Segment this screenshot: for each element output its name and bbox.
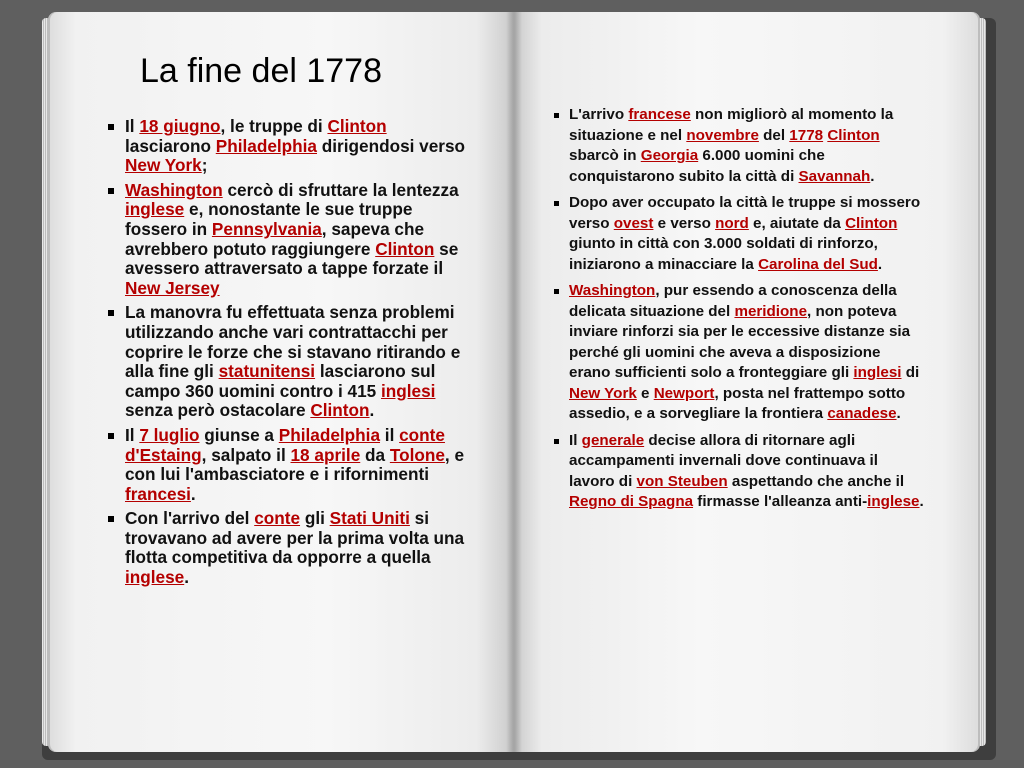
wiki-link[interactable]: Georgia bbox=[640, 147, 699, 164]
left-page bbox=[48, 12, 514, 752]
bullet-text: firmasse l'alleanza anti- bbox=[693, 493, 868, 510]
wiki-link[interactable]: novembre bbox=[686, 126, 759, 144]
wiki-link[interactable]: Clinton bbox=[327, 116, 387, 136]
bullet-item bbox=[106, 303, 476, 421]
bullet-square-icon bbox=[554, 289, 559, 294]
bullet-text: . bbox=[919, 493, 924, 510]
wiki-link[interactable]: Tolone bbox=[389, 444, 445, 465]
bullet-text: Il bbox=[569, 431, 582, 449]
bullet-text: di bbox=[901, 364, 920, 381]
bullet-text: . bbox=[877, 255, 883, 273]
wiki-link[interactable]: Pennsylvania bbox=[211, 218, 322, 239]
wiki-link[interactable]: ovest bbox=[613, 214, 654, 232]
bullet-text: Con l'arrivo del bbox=[125, 508, 255, 529]
bullet-text: lasciarono sul campo 360 uomini contro i 415 bbox=[125, 361, 436, 401]
wiki-link[interactable]: von Steuben bbox=[636, 472, 728, 490]
bullet-square-icon bbox=[554, 201, 559, 206]
right-bullet-list bbox=[552, 105, 924, 519]
right-page bbox=[514, 12, 980, 752]
bullet-text: si trovavano ad avere per la prima volta una flotta competitiva da opporre a quella bbox=[125, 508, 465, 568]
bullet-text: da bbox=[360, 444, 390, 465]
bullet-item bbox=[552, 431, 924, 513]
bullet-text: , le truppe di bbox=[220, 116, 328, 136]
wiki-link[interactable]: inglese bbox=[867, 493, 920, 510]
wiki-link[interactable]: canadese bbox=[827, 405, 897, 422]
bullet-text: gli bbox=[300, 508, 330, 529]
left-bullet-list bbox=[106, 117, 476, 593]
bullet-text: L'arrivo bbox=[569, 106, 629, 123]
bullet-text: , pur essendo a conoscenza della delicata situazione del bbox=[569, 282, 897, 320]
page-edges-right bbox=[980, 18, 986, 746]
wiki-link[interactable]: statunitensi bbox=[218, 361, 316, 382]
bullet-square-icon bbox=[554, 113, 559, 118]
bullet-text: decise allora di ritornare agli accampamenti invernali dove continuava il lavoro di bbox=[569, 431, 878, 490]
wiki-link[interactable]: francese bbox=[628, 106, 691, 123]
bullet-text: dirigendosi verso bbox=[317, 135, 466, 156]
bullet-text: , non poteva inviare rinforzi sia per le eccessive distanze sia perché gli uomini che aveva a disposizione erano sufficienti solo a fronteggiare gli bbox=[569, 302, 911, 381]
bullet-square-icon bbox=[554, 439, 559, 444]
wiki-link[interactable]: Clinton bbox=[375, 238, 435, 259]
wiki-link[interactable]: Washington bbox=[569, 282, 656, 299]
bullet-text: 6.000 uomini che conquistarono subito la città di bbox=[569, 147, 825, 185]
bullet-text: Il bbox=[125, 424, 140, 445]
open-book bbox=[48, 12, 980, 752]
wiki-link[interactable]: conte bbox=[254, 508, 301, 529]
bullet-item bbox=[106, 509, 476, 587]
bullet-item bbox=[552, 281, 924, 425]
bullet-item bbox=[106, 426, 476, 504]
bullet-text: e bbox=[636, 384, 654, 402]
bullet-text: aspettando che anche il bbox=[727, 472, 905, 490]
wiki-link[interactable]: Regno di Spagna bbox=[569, 493, 694, 510]
wiki-link[interactable]: francesi bbox=[125, 483, 191, 504]
wiki-link[interactable]: Stati Uniti bbox=[329, 508, 410, 529]
bullet-text: , sapeva che avrebbero potuto raggiungere bbox=[125, 218, 425, 259]
wiki-link[interactable]: New York bbox=[569, 384, 637, 402]
wiki-link[interactable]: inglese bbox=[125, 199, 185, 220]
wiki-link[interactable]: inglesi bbox=[380, 380, 436, 401]
slide-title: La fine del 1778 bbox=[140, 52, 382, 90]
bullet-item bbox=[106, 181, 476, 299]
wiki-link[interactable]: Washington bbox=[125, 179, 223, 200]
bullet-text: lasciarono bbox=[125, 135, 216, 156]
bullet-text: . bbox=[870, 167, 875, 185]
wiki-link[interactable]: inglese bbox=[125, 567, 185, 588]
wiki-link[interactable]: 18 giugno bbox=[139, 116, 221, 136]
wiki-link[interactable]: Clinton bbox=[845, 214, 898, 232]
bullet-text: e, nonostante le sue truppe fossero in bbox=[125, 199, 413, 239]
wiki-link[interactable]: 7 luglio bbox=[139, 424, 200, 445]
bullet-text: , posta nel frattempo sotto assedio, e a sorvegliare la frontiera bbox=[569, 384, 906, 422]
bullet-text: giunse a bbox=[199, 424, 279, 445]
wiki-link[interactable]: meridione bbox=[734, 302, 808, 320]
bullet-square-icon bbox=[108, 188, 114, 194]
bullet-item bbox=[552, 105, 924, 187]
wiki-link[interactable]: nord bbox=[715, 214, 749, 232]
wiki-link[interactable]: Clinton bbox=[310, 400, 370, 421]
page-edges-left bbox=[42, 18, 48, 746]
bullet-square-icon bbox=[108, 124, 114, 130]
bullet-text: giunto in città con 3.000 soldati di rinforzo, iniziarono a minacciare la bbox=[569, 235, 878, 273]
bullet-text: , salpato il bbox=[201, 444, 291, 465]
bullet-text: sbarcò in bbox=[569, 147, 641, 164]
wiki-link[interactable]: 18 aprile bbox=[290, 444, 361, 465]
bullet-text: . bbox=[190, 483, 196, 504]
wiki-link[interactable]: Savannah bbox=[798, 167, 871, 185]
wiki-link[interactable]: inglesi bbox=[853, 364, 902, 381]
bullet-text: . bbox=[896, 405, 901, 422]
bullet-item bbox=[106, 117, 476, 176]
wiki-link[interactable]: New Jersey bbox=[125, 277, 220, 298]
bullet-text: La manovra fu effettuata senza problemi utilizzando anche vari contrattacchi per coprire le forze che si stavano ritirando e alla fine gli bbox=[125, 302, 461, 382]
wiki-link[interactable]: Newport bbox=[653, 384, 715, 402]
wiki-link[interactable]: generale bbox=[581, 431, 645, 449]
wiki-link[interactable]: Clinton bbox=[827, 126, 880, 144]
bullet-text: se avessero attraversato a tappe forzate il bbox=[125, 238, 459, 279]
bullet-square-icon bbox=[108, 310, 114, 316]
wiki-link[interactable]: conte d'Estaing bbox=[125, 424, 445, 465]
book-spine bbox=[506, 12, 522, 752]
bullet-text: ; bbox=[201, 155, 208, 176]
bullet-text: del bbox=[758, 126, 790, 144]
wiki-link[interactable]: New York bbox=[125, 155, 202, 176]
bullet-square-icon bbox=[108, 433, 114, 439]
bullet-text: Il bbox=[125, 116, 140, 136]
bullet-text: il bbox=[380, 424, 400, 445]
bullet-text: cercò di sfruttare la lentezza bbox=[222, 179, 459, 200]
wiki-link[interactable]: Carolina del Sud bbox=[758, 255, 878, 273]
wiki-link[interactable]: Philadelphia bbox=[215, 135, 317, 156]
wiki-link[interactable]: 1778 bbox=[789, 126, 824, 144]
bullet-text: , e con lui l'ambasciatore e i rifornimenti bbox=[125, 444, 465, 485]
bullet-text: Dopo aver occupato la città le truppe si mossero verso bbox=[569, 194, 921, 232]
bullet-text: e verso bbox=[653, 214, 716, 232]
bullet-text: . bbox=[184, 567, 190, 588]
bullet-text: senza però ostacolare bbox=[125, 400, 311, 421]
bullet-item bbox=[552, 193, 924, 275]
bullet-text: non migliorò al momento la situazione e nel bbox=[569, 106, 894, 144]
bullet-square-icon bbox=[108, 516, 114, 522]
bullet-text: . bbox=[369, 400, 375, 421]
wiki-link[interactable]: Philadelphia bbox=[278, 424, 381, 445]
bullet-text: e, aiutate da bbox=[748, 214, 846, 232]
